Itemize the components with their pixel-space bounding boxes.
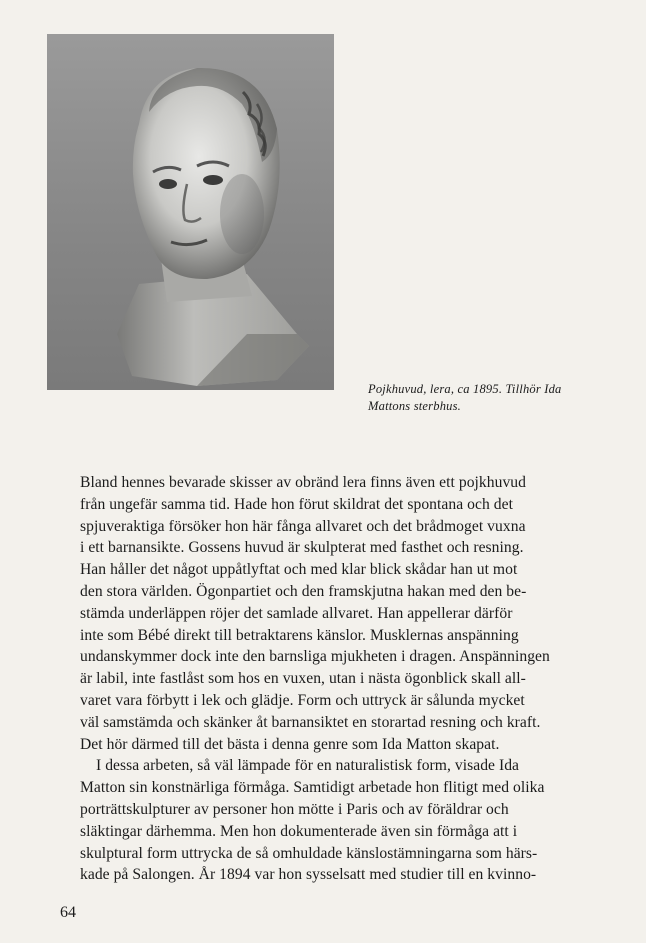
- text-line: inte som Bébé direkt till betraktarens känslor. Musklernas anspänning: [80, 626, 519, 644]
- paragraph: [80, 755, 608, 886]
- figure-caption: [368, 381, 628, 415]
- text-line: från ungefär samma tid. Hade hon förut skildrat det spontana och det: [80, 495, 513, 513]
- text-line: släktingar därhemma. Men hon dokumenterade även sin förmåga att i: [80, 822, 518, 840]
- text-line: i ett barnansikte. Gossens huvud är skulpterat med fasthet och resning.: [80, 539, 524, 557]
- caption-line: Mattons sterbhus.: [368, 399, 461, 413]
- text-line: den stora världen. Ögonpartiet och den framskjutna hakan med den be-: [80, 582, 527, 600]
- text-line: spjuveraktiga försöker hon här fånga allvaret och det brådmoget vuxna: [80, 517, 526, 535]
- text-line: är labil, inte fastlåst som hos en vuxen, utan i nästa ögonblick skall all-: [80, 670, 526, 688]
- text-line: porträttskulpturer av personer hon mötte i Paris och av föräldrar och: [80, 800, 509, 818]
- text-line: varet vara förbytt i lek och glädje. Form och uttryck är sålunda mycket: [80, 691, 525, 709]
- text-line: skulptural form uttrycka de så omhuldade känslostämningarna som härs-: [80, 844, 538, 862]
- text-line: undanskymmer dock inte den barnsliga mjukheten i dragen. Anspänningen: [80, 648, 550, 666]
- caption-line: Pojkhuvud, lera, ca 1895. Tillhör Ida: [368, 382, 562, 396]
- text-line: I dessa arbeten, så väl lämpade för en naturalistisk form, visade Ida: [96, 757, 520, 775]
- text-line: Bland hennes bevarade skisser av obränd lera finns även ett pojkhuvud: [80, 474, 527, 491]
- boy-head-sculpture-image: [47, 34, 334, 390]
- text-line: Matton sin konstnärliga förmåga. Samtidigt arbetade hon flitigt med olika: [80, 779, 545, 797]
- page-number: 64: [60, 904, 76, 921]
- body-text: [80, 472, 608, 886]
- text-line: Han håller det något uppåtlyftat och med klar blick skådar han ut mot: [80, 561, 518, 579]
- bust-photograph: [47, 34, 334, 390]
- text-line: väl samstämda och skänker åt barnansiktet en storartad resning och kraft.: [80, 713, 541, 731]
- paragraph: [80, 472, 608, 755]
- text-line: kade på Salongen. År 1894 var hon sysselsatt med studier till en kvinno-: [80, 866, 537, 884]
- text-line: Det hör därmed till det bästa i denna genre som Ida Matton skapat.: [80, 735, 500, 753]
- text-line: stämda underläppen röjer det samlade allvaret. Han appellerar därför: [80, 604, 513, 622]
